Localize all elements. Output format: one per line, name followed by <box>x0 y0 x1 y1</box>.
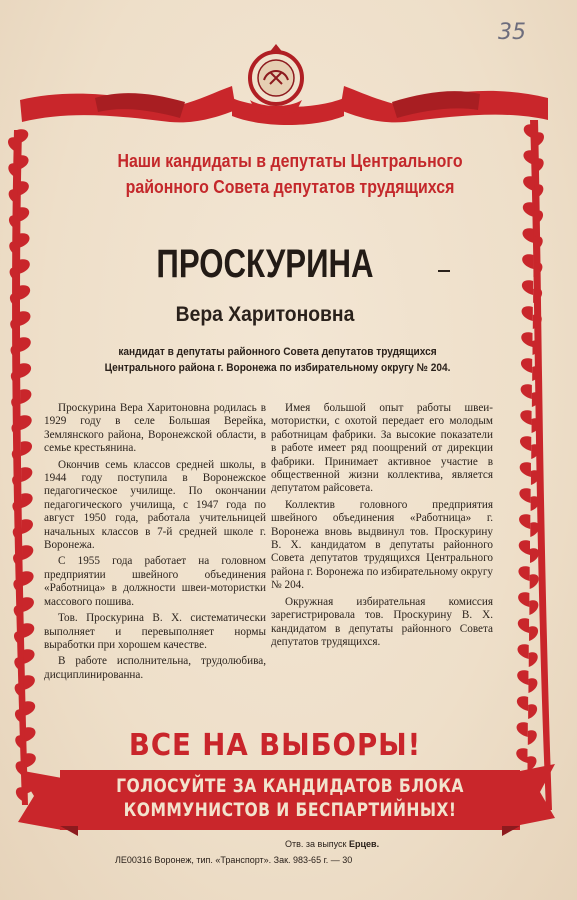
wheat-leaf <box>522 254 533 269</box>
wheat-leaf <box>23 649 34 664</box>
responsible-label: Отв. за выпуск <box>285 839 347 849</box>
wheat-leaf <box>8 163 17 178</box>
wheat-leaf <box>518 618 529 633</box>
right-wheat-ornament <box>516 120 552 810</box>
wheat-leaf <box>18 181 29 196</box>
header-line-2: районного Совета депутатов трудящихся <box>125 176 455 197</box>
wheat-leaf <box>517 722 528 737</box>
wheat-leaf <box>22 571 33 586</box>
wheat-leaf <box>529 600 538 615</box>
wheat-leaf <box>535 132 544 147</box>
wheat-leaf <box>21 441 32 456</box>
wheat-leaf <box>522 306 533 321</box>
wheat-leaf <box>535 158 544 173</box>
ink-dash <box>438 270 450 272</box>
responsible-for-issue <box>285 839 435 849</box>
candidate-given-names: Вера Харитоновна <box>175 303 355 326</box>
wheat-leaf <box>22 545 33 560</box>
biography-paragraph: Коллектив головного предприятия швейного объединения «Работница» г. Воронежа вновь выдвинул тов. Проскурину В. Х. кандидатом в депутаты районного Совета депутатов трудящихся Центрального района г. Воронежа по избирательному округу № 204. <box>271 498 493 592</box>
biography-paragraph: Окончив семь классов средней школы, в 1944 году поступила в Воронежское педагогическое училище. По окончании педагогического училища, с 1947 года по август 1950 года, работала учительницей начальных классов в 7-й средней школе г. Воронежа. <box>44 458 266 552</box>
wheat-leaf <box>20 337 31 352</box>
biography-paragraph: В работе исполнительна, трудолюбива, дисциплинированна. <box>44 655 266 681</box>
wheat-leaf <box>522 228 533 243</box>
biography-paragraph: Имея большой опыт работы швеи-мотористки, с охотой передает его молодым работницам фабрики. За высокие показатели в работе имеет ряд поощрений от дирекции фабрики. Принимает активное участие в общественной жизни коллектива, является депутатом райсовета. <box>271 402 493 495</box>
wheat-leaf <box>530 548 539 563</box>
wheat-leaf <box>517 696 528 711</box>
biography-paragraph: Проскурина Вера Харитоновна родилась в 1929 году в селе Большая Верейка, Землянского района, Воронежской области, в семье крестьянина. <box>44 402 266 455</box>
biography-right-column <box>271 402 493 652</box>
wheat-leaf <box>528 730 537 745</box>
wheat-leaf <box>8 137 17 152</box>
wheat-leaf <box>22 519 33 534</box>
wheat-leaf <box>521 384 532 399</box>
wheat-leaf <box>529 652 538 667</box>
banner-slogan-line-1: ГОЛОСУЙТЕ ЗА КАНДИДАТОВ БЛОКА <box>116 775 464 797</box>
wheat-leaf <box>529 626 538 641</box>
archive-page-number: 35 <box>498 20 526 45</box>
main-slogan: ВСЕ НА ВЫБОРЫ! <box>128 728 422 763</box>
wheat-leaf <box>518 592 529 607</box>
wheat-leaf <box>523 150 534 165</box>
wheat-leaf <box>520 436 531 451</box>
candidate-description-line-2: Центрального района г. Воронежа по избирательному округу № 204. <box>104 362 451 374</box>
wheat-leaf <box>20 415 31 430</box>
wheat-leaf <box>23 623 34 638</box>
wheat-leaf <box>16 787 25 802</box>
wheat-leaf <box>19 285 30 300</box>
wheat-leaf <box>517 644 528 659</box>
wheat-leaf <box>521 358 532 373</box>
wheat-leaf <box>19 311 30 326</box>
wheat-leaf <box>20 363 31 378</box>
wheat-leaf <box>516 748 527 763</box>
wheat-leaf <box>21 493 32 508</box>
wheat-leaf <box>530 574 539 589</box>
wheat-leaf <box>524 124 535 139</box>
banner-slogan-line-2: КОММУНИСТОВ И БЕСПАРТИЙНЫХ! <box>123 799 457 821</box>
biography-paragraph: С 1955 года работает на головном предприятии швейного объединения «Работница» в должности швеи-мотористки массового пошива. <box>44 555 266 608</box>
print-imprint: ЛЕ00316 Воронеж, тип. «Транспорт». Зак. 983-65 г. — 30 <box>115 855 353 865</box>
left-wheat-ornament <box>8 129 36 805</box>
biography-left-column <box>44 402 266 685</box>
wheat-leaf <box>18 207 29 222</box>
wheat-leaf <box>23 597 34 612</box>
biography-paragraph: Окружная избирательная комиссия зарегистрировала тов. Проскурину В. Х. кандидатом в депутаты районного Совета депутатов трудящихся. <box>271 595 493 648</box>
wheat-leaf <box>520 410 531 425</box>
wheat-leaf <box>523 202 534 217</box>
wheat-leaf <box>523 176 534 191</box>
biography-paragraph: Тов. Проскурина В. Х. систематически выполняет и перевыполняет нормы выработки при хорошем качестве. <box>44 612 266 651</box>
candidate-description-line-1: кандидат в депутаты районного Совета депутатов трудящихся <box>118 346 437 358</box>
wheat-leaf <box>528 678 537 693</box>
wheat-leaf <box>518 566 529 581</box>
wheat-leaf <box>18 233 29 248</box>
wheat-leaf <box>24 675 35 690</box>
responsible-name: Ерцев. <box>349 839 380 849</box>
candidate-surname: ПРОСКУРИНА <box>156 242 374 286</box>
wheat-leaf <box>24 701 35 716</box>
wheat-leaf <box>21 467 32 482</box>
wheat-leaf <box>17 129 28 144</box>
wheat-leaf <box>519 488 530 503</box>
wheat-leaf <box>522 280 533 295</box>
wheat-leaf <box>519 514 530 529</box>
wheat-leaf <box>25 753 36 768</box>
state-emblem <box>250 44 302 115</box>
wheat-leaf <box>521 332 532 347</box>
wheat-leaf <box>520 462 531 477</box>
wheat-leaf <box>17 155 28 170</box>
wheat-leaf <box>24 727 35 742</box>
wheat-leaf <box>517 670 528 685</box>
header-line-1: Наши кандидаты в депутаты Центрального <box>117 150 463 171</box>
wheat-leaf <box>20 389 31 404</box>
wheat-leaf <box>528 704 537 719</box>
wheat-leaf <box>19 259 30 274</box>
wheat-leaf <box>15 735 24 750</box>
wheat-leaf <box>519 540 530 555</box>
